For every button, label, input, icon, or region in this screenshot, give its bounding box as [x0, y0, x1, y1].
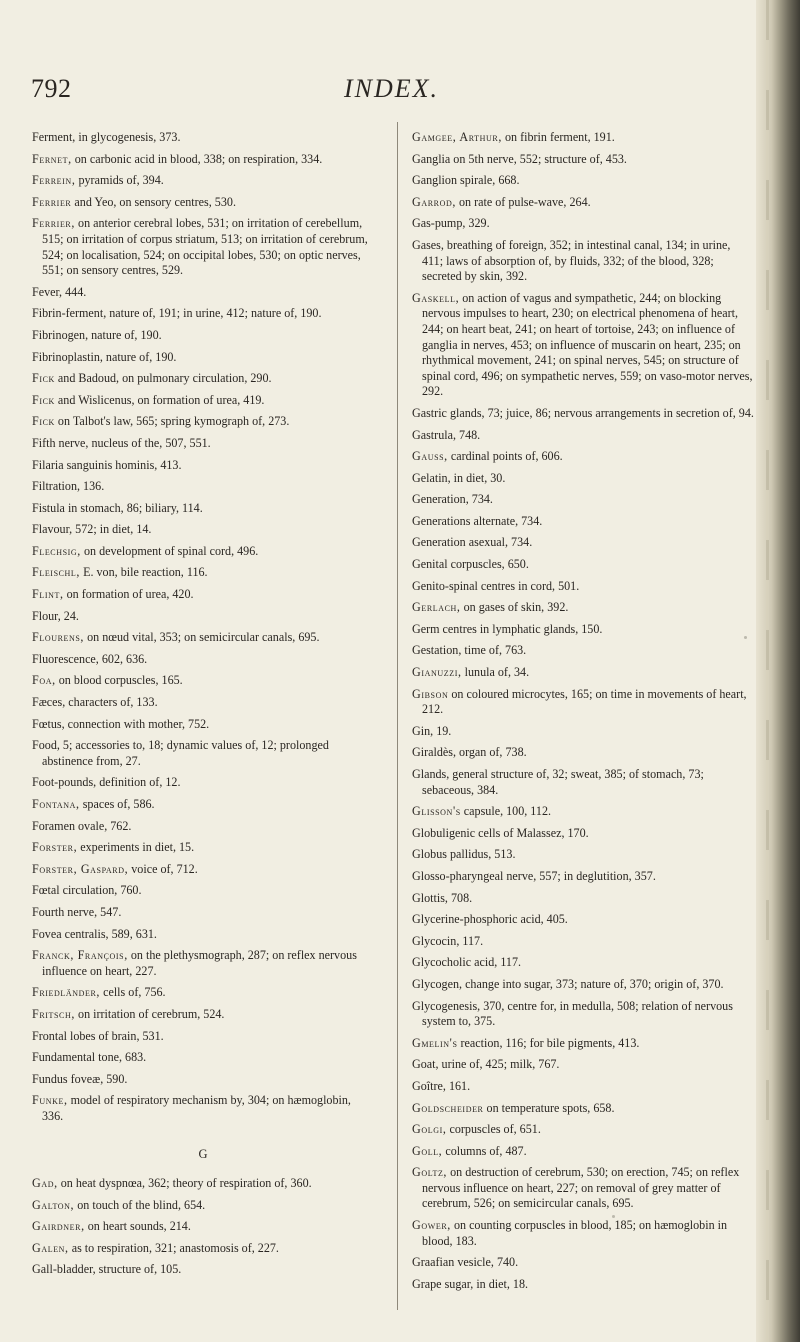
- index-entry-text: Glycogenesis, 370, centre for, in medulla, 508; relation of nervous system to, 375.: [412, 998, 733, 1029]
- index-entry-text: capsule, 100, 112.: [460, 804, 552, 819]
- index-entry-text: Fifth nerve, nucleus of the, 507, 551.: [32, 435, 211, 450]
- index-entry: [32, 544, 374, 560]
- print-speck: [744, 636, 747, 639]
- index-entry: [412, 449, 754, 465]
- index-entry: [32, 819, 374, 835]
- index-entry: [412, 406, 754, 422]
- index-entry-text: Glycerine-phosphoric acid, 405.: [412, 912, 568, 927]
- index-entry-text: on heart sounds, 214.: [84, 1219, 191, 1234]
- index-entry: [32, 1072, 374, 1088]
- index-entry-author: Galton,: [32, 1197, 75, 1212]
- index-entry-text: on gases of skin, 392.: [460, 600, 569, 615]
- index-entry: [32, 414, 374, 430]
- index-entry-author: Flourens,: [32, 630, 85, 645]
- index-entry: [412, 492, 754, 508]
- index-entry: [32, 775, 374, 791]
- index-entry-author: Fontana,: [32, 797, 80, 811]
- index-entry-text: Goître, 161.: [412, 1078, 471, 1093]
- index-entry-text: on anterior cerebral lobes, 531; on irritation of cerebellum, 515; on irritation of corpus striatum, 513; on irritation of cerebrum, 524; on localisation, 524; on occipital lobes, 530; on optic nerves, 551; on sensory centres, 529.: [42, 216, 368, 278]
- section-letter-g: G: [198, 1146, 208, 1161]
- index-entry: [412, 1144, 754, 1160]
- index-entry-text: cardinal points of, 606.: [447, 449, 563, 464]
- page-edge: [756, 0, 800, 1342]
- index-entry: [412, 428, 754, 444]
- index-entry-text: corpuscles of, 651.: [446, 1122, 541, 1137]
- index-entry: [32, 630, 374, 646]
- index-entry: [32, 1093, 374, 1124]
- index-entry: [412, 826, 754, 842]
- index-entry: [32, 458, 374, 474]
- index-entry-text: Fourth nerve, 547.: [32, 904, 122, 919]
- index-entry-text: on formation of urea, 420.: [63, 587, 194, 602]
- index-entry: [32, 173, 374, 189]
- index-entry: [32, 905, 374, 921]
- index-entry: [412, 152, 754, 168]
- index-entry: [32, 216, 374, 278]
- index-entry-text: and Yeo, on sensory centres, 530.: [71, 194, 236, 209]
- index-entry: [412, 557, 754, 573]
- print-speck: [612, 1215, 615, 1218]
- index-entry-author: Flechsig,: [32, 543, 81, 558]
- index-entry: [412, 665, 754, 681]
- index-entry: [412, 471, 754, 487]
- index-entry-author: Flint,: [32, 587, 64, 602]
- index-entry-text: Fundus foveæ, 590.: [32, 1071, 128, 1086]
- index-entry: [32, 717, 374, 733]
- index-entry-text: and Badoud, on pulmonary circulation, 290.: [54, 371, 272, 386]
- index-entry-author: Gad,: [32, 1176, 58, 1191]
- index-entry-author: Forster, Gaspard,: [32, 861, 129, 876]
- index-entry-author: Goll,: [412, 1143, 443, 1158]
- index-entry-text: on irritation of cerebrum, 524.: [75, 1006, 225, 1021]
- index-entry: [32, 1007, 374, 1023]
- index-entry-author: Gamgee, Arthur,: [412, 130, 502, 144]
- index-entry: [32, 948, 374, 979]
- index-entry-text: E. von, bile reaction, 116.: [80, 565, 208, 580]
- index-entry-author: Gibson: [412, 686, 449, 701]
- index-entry-text: Glottis, 708.: [412, 890, 473, 905]
- index-entry-text: Generations alternate, 734.: [412, 513, 543, 528]
- index-entry-author: Gower,: [412, 1218, 451, 1233]
- index-entry-text: spaces of, 586.: [79, 797, 155, 811]
- left-column: [32, 130, 374, 1284]
- index-entry-author: Gaskell,: [412, 290, 460, 305]
- index-entry-text: Generation asexual, 734.: [412, 535, 533, 550]
- index-entry: [412, 955, 754, 971]
- index-entry: [32, 479, 374, 495]
- index-entry-author: Fritsch,: [32, 1006, 75, 1021]
- index-entry-text: on counting corpuscles in blood, 185; on hæmoglobin in blood, 183.: [422, 1218, 728, 1248]
- index-entry: [32, 436, 374, 452]
- index-entry: [412, 173, 754, 189]
- index-entry: [32, 1050, 374, 1066]
- index-entry: [32, 328, 374, 344]
- index-entry-author: Ferrier: [32, 194, 72, 209]
- index-entry: [32, 306, 374, 322]
- index-entry: [32, 652, 374, 668]
- index-entry-text: as to respiration, 321; anastomosis of, 227.: [68, 1240, 279, 1255]
- g-entries: [32, 1176, 374, 1278]
- index-entry-text: Ganglia on 5th nerve, 552; structure of, 453.: [412, 151, 627, 166]
- index-entry: [32, 350, 374, 366]
- index-entry-text: on coloured microcytes, 165; on time in movements of heart, 212.: [422, 686, 747, 717]
- index-entry-text: on heat dyspnœa, 362; theory of respiration of, 360.: [57, 1176, 312, 1191]
- index-entry: [412, 622, 754, 638]
- index-entry: [32, 1198, 374, 1214]
- index-entry: [32, 393, 374, 409]
- index-entry-text: Fever, 444.: [32, 284, 87, 299]
- index-entry-text: Fundamental tone, 683.: [32, 1050, 147, 1065]
- index-entry-text: voice of, 712.: [128, 861, 198, 876]
- index-entry: [32, 1176, 374, 1192]
- index-entry: [32, 1219, 374, 1235]
- index-entry: [412, 891, 754, 907]
- index-entry-text: Gall-bladder, structure of, 105.: [32, 1262, 182, 1277]
- index-entry: [412, 912, 754, 928]
- index-entry-text: on blood corpuscles, 165.: [55, 673, 183, 688]
- right-entries: [412, 130, 754, 1292]
- index-entry-text: pyramids of, 394.: [75, 173, 164, 188]
- index-entry-text: Filtration, 136.: [32, 479, 105, 494]
- index-entry: [412, 579, 754, 595]
- index-entry-text: on development of spinal cord, 496.: [80, 543, 259, 558]
- index-entry: [412, 804, 754, 820]
- column-divider: [397, 122, 398, 1310]
- index-entry-author: Goldscheider: [412, 1100, 484, 1115]
- index-entry: [412, 934, 754, 950]
- index-entry-text: Ferment, in glycogenesis, 373.: [32, 130, 181, 144]
- index-entry-text: Fovea centralis, 589, 631.: [32, 926, 157, 941]
- index-entry-author: Fick: [32, 392, 55, 407]
- index-entry-text: Germ centres in lymphatic glands, 150.: [412, 621, 603, 636]
- index-entry-author: Franck, François,: [32, 948, 128, 963]
- index-entry-text: Flavour, 572; in diet, 14.: [32, 522, 152, 537]
- index-entry-text: Graafian vesicle, 740.: [412, 1255, 519, 1270]
- index-entry: [412, 1255, 754, 1271]
- index-entry: [412, 724, 754, 740]
- index-entry-text: Genital corpuscles, 650.: [412, 557, 529, 572]
- index-entry: [32, 609, 374, 625]
- index-entry-text: on fibrin ferment, 191.: [501, 130, 615, 144]
- index-entry: [32, 285, 374, 301]
- index-entry-text: Gelatin, in diet, 30.: [412, 470, 506, 485]
- index-entry: [32, 797, 374, 813]
- index-entry-text: Flour, 24.: [32, 608, 79, 623]
- index-entry: [412, 643, 754, 659]
- index-entry-text: Glosso-pharyngeal nerve, 557; in deglutition, 357.: [412, 868, 656, 883]
- index-entry: [32, 371, 374, 387]
- index-entry-text: on temperature spots, 658.: [483, 1100, 615, 1115]
- index-entry-text: Glands, general structure of, 32; sweat, 385; of stomach, 73; sebaceous, 384.: [412, 767, 704, 797]
- index-entry: [412, 1036, 754, 1052]
- right-column: [412, 130, 754, 1298]
- index-entry: [32, 695, 374, 711]
- index-entry: [412, 847, 754, 863]
- index-entry: [32, 862, 374, 878]
- index-entry: [412, 869, 754, 885]
- index-entry: [412, 745, 754, 761]
- index-entry-text: model of respiratory mechanism by, 304; on hæmoglobin, 336.: [42, 1093, 351, 1123]
- index-entry-text: and Wislicenus, on formation of urea, 419.: [54, 392, 265, 407]
- index-entry-author: Ferrein,: [32, 173, 76, 188]
- index-entry-text: Fæces, characters of, 133.: [32, 695, 158, 710]
- page-header: [0, 74, 760, 114]
- index-entry: [412, 1165, 754, 1212]
- index-entry: [32, 840, 374, 856]
- index-entry: [412, 216, 754, 232]
- index-entry-author: Foa,: [32, 673, 56, 688]
- index-entry-text: Fluorescence, 602, 636.: [32, 651, 148, 666]
- index-entry-text: on Talbot's law, 565; spring kymograph of, 273.: [54, 414, 290, 429]
- index-entry-author: Fick: [32, 371, 55, 386]
- index-entry-author: Fick: [32, 414, 55, 429]
- index-entry: [412, 999, 754, 1030]
- index-entry-text: Gases, breathing of foreign, 352; in intestinal canal, 134; in urine, 411; laws of absorption of, by fluids, 332; of the blood, 328; secreted by skin, 392.: [412, 237, 731, 284]
- index-entry: [32, 1029, 374, 1045]
- index-entry: [412, 535, 754, 551]
- index-entry-author: Gairdner,: [32, 1219, 85, 1234]
- index-entry-author: Galen,: [32, 1240, 69, 1255]
- index-entry-text: Fibrinogen, nature of, 190.: [32, 327, 162, 342]
- index-entry: [32, 985, 374, 1001]
- index-entry-text: Foramen ovale, 762.: [32, 818, 132, 833]
- index-entry-text: Food, 5; accessories to, 18; dynamic values of, 12; prolonged abstinence from, 27.: [32, 738, 329, 768]
- index-entry-author: Forster,: [32, 840, 78, 855]
- index-entry-text: Filaria sanguinis hominis, 413.: [32, 457, 182, 472]
- index-entry: [412, 767, 754, 798]
- index-entry-author: Gerlach,: [412, 600, 461, 615]
- index-entry-text: on rate of pulse-wave, 264.: [455, 194, 591, 209]
- index-entry: [412, 514, 754, 530]
- index-entry-text: Glycocholic acid, 117.: [412, 955, 522, 970]
- index-entry-text: Gas-pump, 329.: [412, 216, 490, 231]
- index-entry: [32, 587, 374, 603]
- index-entry-text: Giraldès, organ of, 738.: [412, 745, 527, 760]
- index-entry: [32, 195, 374, 211]
- index-entry: [412, 687, 754, 718]
- index-entry-text: Generation, 734.: [412, 492, 493, 507]
- index-entry-text: Globus pallidus, 513.: [412, 847, 516, 862]
- index-entry: [412, 291, 754, 400]
- index-entry-text: on nœud vital, 353; on semicircular canals, 695.: [84, 630, 320, 645]
- index-entry-text: on action of vagus and sympathetic, 244; on blocking nervous impulses to heart, 230; on electrical phenomena of heart, 244; on heart beat, 241; on heart of tortoise, 243; on influence of ganglia in nerves, 453; on influence of muscarin on heart, 235; on rhythmical movement, 241; on spinal nerves, 545; on structure of spinal cord, 496; on sympathetic nerves, 559; on vaso-motor nerves, 292.: [422, 290, 753, 399]
- index-entry-author: Goltz,: [412, 1165, 448, 1180]
- index-entry: [32, 152, 374, 168]
- index-entry-text: Fibrinoplastin, nature of, 190.: [32, 349, 177, 364]
- index-entry-text: Fibrin-ferment, nature of, 191; in urine, 412; nature of, 190.: [32, 306, 322, 321]
- index-entry: [412, 1079, 754, 1095]
- index-entry-author: Fernet,: [32, 151, 72, 166]
- page-number: 792: [31, 74, 72, 103]
- index-entry: [412, 600, 754, 616]
- index-entry-text: Gastric glands, 73; juice, 86; nervous arrangements in secretion of, 94.: [412, 405, 754, 420]
- index-entry: [412, 1277, 754, 1293]
- index-entry: [412, 195, 754, 211]
- index-entry: [32, 673, 374, 689]
- index-entry-text: experiments in diet, 15.: [77, 840, 195, 855]
- index-entry-text: Globuligenic cells of Malassez, 170.: [412, 825, 589, 840]
- index-entry-text: columns of, 487.: [442, 1143, 527, 1158]
- index-entry: [32, 927, 374, 943]
- index-entry-text: Genito-spinal centres in cord, 501.: [412, 578, 580, 593]
- index-entry-text: Gin, 19.: [412, 723, 452, 738]
- index-entry: [32, 1262, 374, 1278]
- index-entry: [412, 1057, 754, 1073]
- index-entry-author: Gauss,: [412, 449, 448, 464]
- index-entry-text: on destruction of cerebrum, 530; on erection, 745; on reflex nervous influence on heart, 227; on removal of grey matter of cerebrum, 526; on semicircular canals, 695.: [422, 1165, 740, 1211]
- index-entry-author: Funke,: [32, 1093, 68, 1108]
- index-entry: [32, 501, 374, 517]
- index-entry: [412, 1218, 754, 1249]
- running-title: INDEX.: [344, 74, 440, 103]
- index-entry-text: reaction, 116; for bile pigments, 413.: [457, 1035, 640, 1050]
- index-entry-text: Glycogen, change into sugar, 373; nature of, 370; origin of, 370.: [412, 976, 724, 991]
- index-entry-text: Glycocin, 117.: [412, 933, 484, 948]
- index-entry-author: Ferrier,: [32, 216, 75, 231]
- index-entry-text: Fistula in stomach, 86; biliary, 114.: [32, 500, 203, 515]
- index-entry-text: Fœtus, connection with mother, 752.: [32, 716, 210, 731]
- index-entry-text: Gestation, time of, 763.: [412, 643, 527, 658]
- index-entry-text: Grape sugar, in diet, 18.: [412, 1276, 529, 1291]
- index-entry: [412, 1122, 754, 1138]
- index-entry: [412, 977, 754, 993]
- index-entry-author: Glisson's: [412, 804, 461, 819]
- index-entry-author: Fleischl,: [32, 565, 81, 580]
- index-entry-author: Gianuzzi,: [412, 665, 462, 680]
- index-entry-author: Friedländer,: [32, 985, 101, 1000]
- index-entry-text: Foot-pounds, definition of, 12.: [32, 775, 181, 790]
- index-entry-text: Goat, urine of, 425; milk, 767.: [412, 1057, 560, 1072]
- index-entry: [32, 130, 374, 146]
- index-entry-author: Garrod,: [412, 194, 456, 209]
- index-entry-text: on the plethysmograph, 287; on reflex nervous influence on heart, 227.: [42, 948, 357, 978]
- index-entry: [32, 522, 374, 538]
- index-entry-text: on carbonic acid in blood, 338; on respiration, 334.: [71, 151, 323, 166]
- index-entry: [32, 738, 374, 769]
- index-entry-text: lunula of, 34.: [461, 665, 530, 680]
- index-entry-text: Gastrula, 748.: [412, 427, 481, 442]
- index-entry-author: Golgi,: [412, 1122, 447, 1137]
- index-entry: [412, 130, 754, 146]
- index-entry: [412, 238, 754, 285]
- left-entries: [32, 130, 374, 1125]
- index-entry: [412, 1101, 754, 1117]
- index-entry-text: Ganglion spirale, 668.: [412, 173, 520, 188]
- index-entry-author: Gmelin's: [412, 1035, 458, 1050]
- index-entry-text: Frontal lobes of brain, 531.: [32, 1028, 164, 1043]
- index-entry-text: Fœtal circulation, 760.: [32, 883, 142, 898]
- index-entry: [32, 1241, 374, 1257]
- index-entry: [32, 565, 374, 581]
- index-entry-text: on touch of the blind, 654.: [74, 1197, 206, 1212]
- index-entry: [32, 883, 374, 899]
- index-entry-text: cells of, 756.: [100, 985, 166, 1000]
